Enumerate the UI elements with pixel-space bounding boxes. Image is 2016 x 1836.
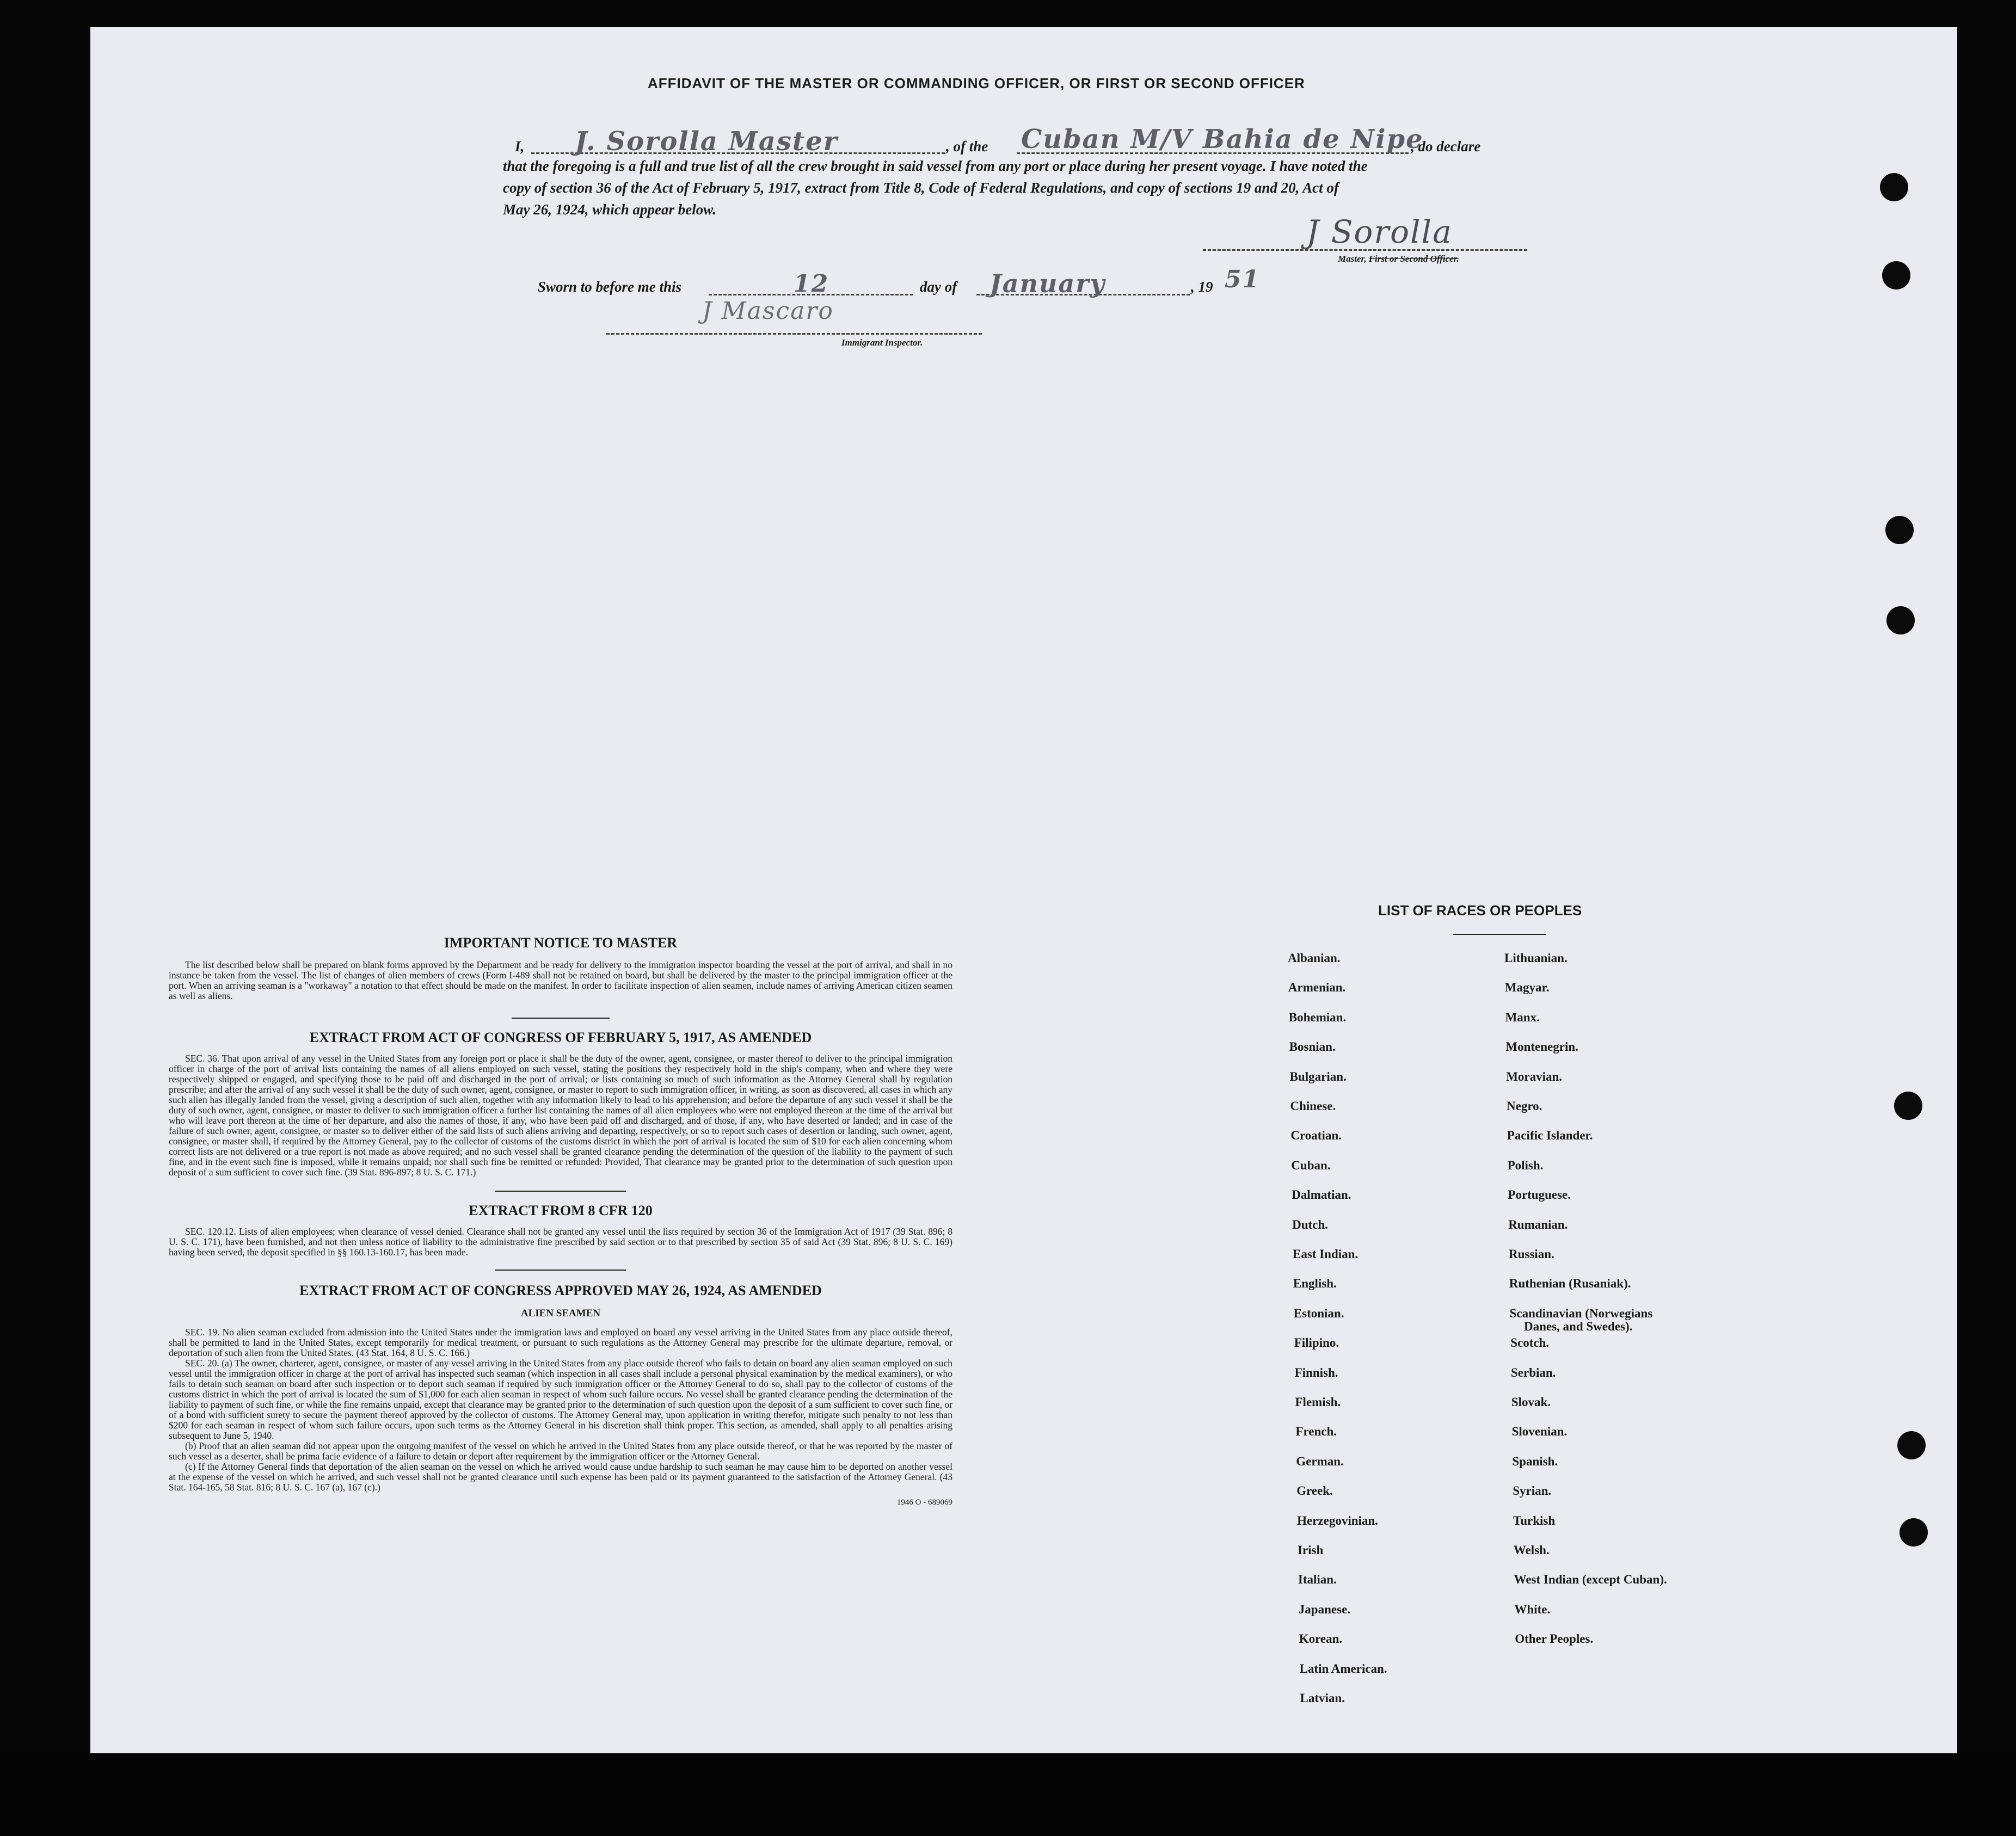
notice-title: IMPORTANT NOTICE TO MASTER	[444, 935, 678, 951]
race-item: Rumanian.	[1508, 1217, 1568, 1231]
race-item: Herzegovinian.	[1297, 1513, 1378, 1527]
binder-hole	[1880, 173, 1908, 201]
race-item: Lithuanian.	[1504, 951, 1568, 965]
race-item: Negro.	[1507, 1099, 1542, 1113]
master-signature: J Sorolla	[1306, 213, 1453, 250]
extract-1917-title: EXTRACT FROM ACT OF CONGRESS OF FEBRUARY 5, 1917, AS AMENDED	[309, 1030, 812, 1045]
race-item: Other Peoples.	[1515, 1632, 1594, 1646]
race-item: Scotch.	[1510, 1336, 1550, 1350]
inspector-line	[606, 333, 982, 335]
race-item: Croatian.	[1290, 1129, 1342, 1143]
race-item: Danes, and Swedes).	[1524, 1319, 1633, 1333]
sworn-prefix: Sworn to before me this	[538, 279, 682, 295]
race-item: French.	[1295, 1425, 1337, 1439]
declaration-line-2: that the foregoing is a full and true list of all the crew brought in said vessel from any port or place during her present voyage. I have noted the	[503, 158, 1368, 174]
declaration-of-the: , of the	[946, 138, 988, 155]
extract-1924-sec20a: SEC. 20. (a) The owner, charterer, agent, consignee, or master of any vessel arriving in the United States from any place outside thereof who fails to detain on board any alien seaman employed on such vessel until the immigration officer in charge at the port of arrival has inspected such seaman (which inspection in all cases shall include a personal physical examination by the medical examiners), or who fails to detain such seaman on board after such inspection or to deport such seaman if required by such immigration officer or the Attorney General to do so, shall pay to the collector of customs of the customs district in which the port of arrival is located the sum of $1,000 for each alien seaman in respect of whom such failure occurs. No vessel shall be granted clearance pending the determination of the liability to payment of such fine, or while the fine remains unpaid, except that clearance may be granted prior to the determination of such question upon the deposit of a sum sufficient to cover such fine, or of a bond with sufficient surety to secure the payment thereof approved by the collector of customs. The Attorney General may, upon application in writing therefor, mitigate such penalty to not less than $200 for each seaman in respect of whom such failure occurs, upon such terms as the Attorney General in his discretion shall think proper. This section, as amended, shall apply to all penalties arising subsequent to June 5, 1940.	[169, 1358, 952, 1441]
declaration-line-4: May 26, 1924, which appear below.	[503, 201, 717, 218]
inspector-signature: J Mascaro	[702, 297, 834, 325]
race-item: Dutch.	[1292, 1217, 1328, 1231]
declaration-do-declare: , do declare	[1411, 138, 1481, 155]
race-item: Flemish.	[1295, 1395, 1341, 1409]
race-item: Spanish.	[1512, 1454, 1558, 1468]
race-item: Italian.	[1298, 1573, 1337, 1587]
inspector-caption: Immigrant Inspector.	[841, 337, 923, 348]
sworn-day-of: day of	[920, 279, 957, 295]
race-item: Syrian.	[1513, 1484, 1552, 1498]
race-item: German.	[1296, 1454, 1344, 1468]
master-name-handwriting: J. Sorolla Master	[575, 126, 838, 157]
declaration-line-1	[515, 124, 1533, 162]
extract-1924-title: EXTRACT FROM ACT OF CONGRESS APPROVED MAY 26, 1924, AS AMENDED	[299, 1283, 822, 1298]
declaration-line-3: copy of section 36 of the Act of February 5, 1917, extract from Title 8, Code of Federal Regulations, and copy of sections 19 and 20, Act of	[503, 180, 1339, 196]
race-item: Montenegrin.	[1505, 1040, 1578, 1054]
binder-hole	[1900, 1518, 1928, 1547]
signature-caption-master: Master,	[1338, 254, 1367, 264]
signature-caption	[1338, 254, 1459, 264]
race-item: Portuguese.	[1508, 1188, 1571, 1202]
notice-section	[169, 935, 952, 1507]
extract-1917-text: SEC. 36. That upon arrival of any vessel in the United States from any foreign port or place it shall be the duty of the owner, agent, consignee, or master thereof to deliver to the principal immigration officer in charge of the port of arrival lists containing the names of all aliens employed on such vessel, stating the positions they respectively hold in the ship's company, when and where they were respectively shipped or engaged, and specifying those to be paid off and discharged in the port of arrival; or lists containing so much of such information as the Attorney General shall by regulation prescribe; and after the arrival of any such vessel it shall be the duty of such owner, agent, consignee, or master to report to such immigration officer, in writing, as soon as discovered, all cases in which any such alien has illegally landed from the vessel, giving a description of such alien, together with any information likely to lead to his apprehension; and before the departure of any such vessel it shall be the duty of such owner, agent, consignee, or master to deliver to such immigration officer a further list containing the names of all alien employees who were not employed thereon at the time of the arrival but who will leave port thereon at the time of her departure, and also the names of those, if any, who have been paid off and discharged, and of those, if any, who have deserted or landed; and in case of the failure of such owner, agent, consignee, or master so to deliver either of the said lists of such aliens arriving and departing, respectively, or so to report such cases of desertion or landing, such owner, agent, consignee, or master shall, if required by the Attorney General, pay to the collector of customs of the customs district in which the port of arrival is located the sum of $10 for each alien concerning whom correct lists are not delivered or a true report is not made as above required; and no such vessel shall be granted clearance pending the determination of the question of the liability to the payment of such fine, and in the event such fine is imposed, while it remains unpaid; nor shall such fine be remitted or refunded: Provided, That clearance may be granted prior to the determination of such question upon deposit of a sum sufficient to cover such fine. (39 Stat. 896-897; 8 U. S. C. 171.)	[169, 1053, 952, 1178]
divider	[495, 1191, 626, 1192]
print-code: 1946 O - 689069	[896, 1498, 952, 1507]
sworn-line	[538, 266, 1300, 305]
race-item: Slovenian.	[1511, 1425, 1568, 1439]
race-item: Turkish	[1513, 1513, 1556, 1527]
declaration-i: I,	[515, 138, 525, 155]
race-item: Greek.	[1296, 1484, 1333, 1498]
scan-border	[0, 1753, 2016, 1836]
races-title: LIST OF RACES OR PEOPLES	[1378, 902, 1582, 919]
race-item: Bulgarian.	[1289, 1069, 1347, 1083]
race-item: Russian.	[1509, 1247, 1554, 1261]
race-item: Slovak.	[1511, 1395, 1551, 1409]
race-item: Serbian.	[1511, 1365, 1556, 1379]
race-item: Polish.	[1507, 1158, 1544, 1172]
divider	[512, 1018, 610, 1019]
binder-hole	[1886, 606, 1915, 634]
race-item: Chinese.	[1290, 1099, 1336, 1113]
race-item: Scandinavian (Norwegians	[1509, 1306, 1653, 1320]
race-item: Albanian.	[1288, 951, 1341, 965]
race-item: West Indian (except Cuban).	[1514, 1573, 1667, 1587]
race-item: Dalmatian.	[1292, 1188, 1351, 1202]
extract-8cfr-title: EXTRACT FROM 8 CFR 120	[469, 1203, 653, 1218]
race-item: White.	[1514, 1602, 1551, 1616]
affidavit-title: AFFIDAVIT OF THE MASTER OR COMMANDING OFFICER, OR FIRST OR SECOND OFFICER	[648, 75, 1305, 91]
extract-1924-sec19: SEC. 19. No alien seaman excluded from admission into the United States under the immigration laws and employed on board any vessel arriving in the United States from any place outside thereof, shall be permitted to land in the United States, except temporarily for medical treatment, or pursuant to such regulations as the Attorney General may prescribe for the ultimate departure, removal, or deportation of such alien from the United States. (43 Stat. 164, 8 U. S. C. 166.)	[169, 1327, 952, 1358]
races-divider	[1453, 934, 1546, 935]
extract-1924-sec20c: (c) If the Attorney General finds that deportation of the alien seaman on the vessel on which he arrived would cause undue hardship to such seaman he may cause him to be deported on another vessel at the expense of the vessel on which he arrived, and such vessel shall not be granted clearance until such expense has been paid or its payment guaranteed to the satisfaction of the Attorney General. (43 Stat. 164-165, 58 Stat. 816; 8 U. S. C. 167 (a), 167 (c).)	[169, 1461, 952, 1493]
signature-line	[1203, 249, 1527, 251]
extract-1924-sec20b: (b) Proof that an alien seaman did not appear upon the outgoing manifest of the vessel on which he arrived in the United States from any place outside thereof, or that he was reported by the master of such vessel as a deserter, shall be prima facie evidence of a failure to detain or deport after requirement by the immigration officer or the Attorney General.	[169, 1440, 952, 1462]
race-item: Manx.	[1505, 1010, 1540, 1024]
notice-text: The list described below shall be prepared on blank forms approved by the Department and be ready for delivery to the immigration inspector boarding the vessel at the port of arrival, and shall in no instance be taken from the vessel. The list of changes of alien members of crews (Form I-489 shall not be retained on board, but shall be delivered by the master to the principal immigration officer at the port. When an arriving seaman is a "workaway" a notation to that effect should be made on the manifest. In order to facilitate inspection of alien seamen, include names of arriving American citizen seamen as well as aliens.	[169, 959, 952, 1001]
binder-hole	[1897, 1431, 1926, 1459]
extract-8cfr-text: SEC. 120.12. Lists of alien employees; when clearance of vessel denied. Clearance shall not be granted any vessel until the lists required by section 36 of the Immigration Act of 1917 (39 Stat. 896; 8 U. S. C. 171), have been furnished, and not then unless notice of liability to the administrative fine prescribed by said section or to that prescribed by section 35 of said Act (39 Stat. 896; 8 U. S. C. 169) having been served, the deposit specified in §§ 160.13-160.17, has been made.	[169, 1226, 952, 1258]
race-item: Armenian.	[1288, 981, 1346, 995]
extract-1924-subtitle: ALIEN SEAMEN	[520, 1308, 601, 1319]
binder-hole	[1882, 261, 1910, 289]
race-item: Cuban.	[1291, 1158, 1331, 1172]
race-item: Latin American.	[1299, 1661, 1387, 1675]
race-item: Latvian.	[1300, 1691, 1345, 1705]
sworn-year-prefix: , 19	[1191, 279, 1213, 295]
race-item: Finnish.	[1294, 1365, 1338, 1379]
race-item: Moravian.	[1506, 1069, 1563, 1083]
race-item: Filipino.	[1294, 1336, 1339, 1350]
race-item: Bosnian.	[1289, 1040, 1336, 1054]
signature-caption-struck: First or Second Officer.	[1368, 254, 1459, 264]
race-item: Bohemian.	[1288, 1010, 1347, 1024]
race-item: Estonian.	[1293, 1306, 1344, 1320]
race-item: English.	[1293, 1277, 1337, 1291]
year-handwriting: 51	[1225, 266, 1261, 293]
binder-hole	[1885, 516, 1914, 544]
race-item: Ruthenian (Rusaniak).	[1509, 1277, 1631, 1291]
race-item: Korean.	[1299, 1632, 1343, 1646]
binder-hole	[1894, 1092, 1922, 1120]
race-item: Pacific Islander.	[1507, 1129, 1593, 1143]
race-item: Magyar.	[1504, 981, 1550, 995]
vessel-name-handwriting: Cuban M/V Bahia de Nipe	[1021, 124, 1424, 155]
race-item: Japanese.	[1298, 1602, 1350, 1616]
divider	[495, 1270, 626, 1271]
day-handwriting: 12	[794, 270, 829, 298]
race-item: Welsh.	[1513, 1543, 1550, 1557]
month-handwriting: January	[989, 269, 1106, 298]
race-item: East Indian.	[1293, 1247, 1359, 1261]
race-item: Irish	[1298, 1543, 1324, 1557]
